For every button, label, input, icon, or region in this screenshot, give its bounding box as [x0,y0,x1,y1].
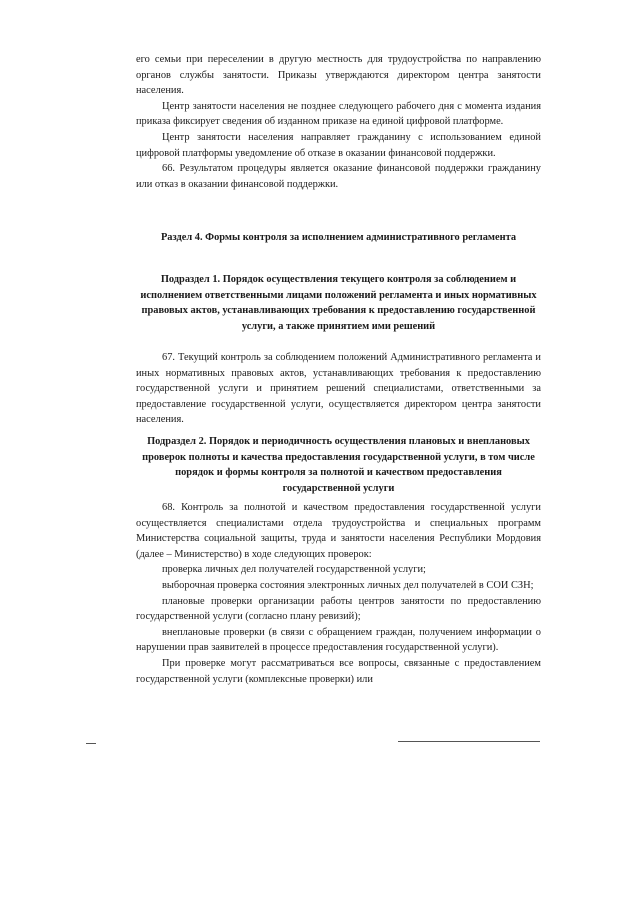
paragraph-order-registration: Центр занятости населения не позднее следующего рабочего дня с момента издания приказа фиксирует сведения об изданном приказе на единой цифровой платформе. [136,100,541,128]
footer-rule-right [398,741,540,742]
paragraph-66: 66. Результатом процедуры является оказание финансовой поддержки гражданину или отказ в оказании финансовой поддержки. [136,163,541,190]
paragraph-68: 68. Контроль за полнотой и качеством предоставления государственной услуги осуществляется специалистами отдела трудоустройства и специальных программ Министерства социальной защиты, труда и занятости населения Республики Мордовия (далее – Министерство) в ходе следующих проверок: [136,502,541,560]
subsection-1-heading: Подраздел 1. Порядок осуществления текущего контроля за соблюдением и исполнением ответственными лицами положений регламента и иных нормативных правовых актов, устанавливающих требования к предоставлению государственной услуги, а также принятием ими решений [140,274,537,332]
paragraph-68-item-unplanned-checks: внеплановые проверки (в связи с обращением граждан, получением информации о нарушении прав заявителей в процессе предоставления государственной услуги). [136,626,541,654]
paragraph-68-item-personal-files: проверка личных дел получателей государственной услуги; [162,564,426,576]
paragraph-68-item-electronic-files: выборочная проверка состояния электронных личных дел получателей в СОИ СЗН; [162,579,534,591]
paragraph-continuation: его семьи при переселении в другую местность для трудоустройства по направлению органов службы занятости. Приказы утверждаются директором центра занятости населения. [136,54,541,97]
text-block-68 [136,500,541,687]
paragraph-68-item-planned-checks: плановые проверки организации работы центров занятости по предоставлению государственной услуги (согласно плану ревизий); [136,595,541,623]
paragraph-69-start: При проверке могут рассматриваться все вопросы, связанные с предоставлением государственной услуги (комплексные проверки) или [136,657,541,685]
text-block-67 [136,350,541,428]
paragraph-refusal-notice: Центр занятости населения направляет гражданину с использованием единой цифровой платформы уведомление об отказе в оказании финансовой поддержки. [136,131,541,159]
paragraph-67: 67. Текущий контроль за соблюдением положений Административного регламента и иных нормативных правовых актов, устанавливающих требования к предоставлению государственной услуги и принятием решений специалистами, ответственными за предоставление государственной услуги, осуществляется директором центра занятости населения. [136,352,541,426]
text-block-top [136,52,541,192]
section-4-heading: Раздел 4. Формы контроля за исполнением административного регламента [160,232,517,243]
footer-mark-left [86,743,96,744]
subsection-2-heading: Подраздел 2. Порядок и периодичность осуществления плановых и внеплановых проверок полноты и качества предоставления государственной услуги, в том числе порядок и формы контроля за полнотой и качеством предоставления государственной услуги [142,436,535,494]
